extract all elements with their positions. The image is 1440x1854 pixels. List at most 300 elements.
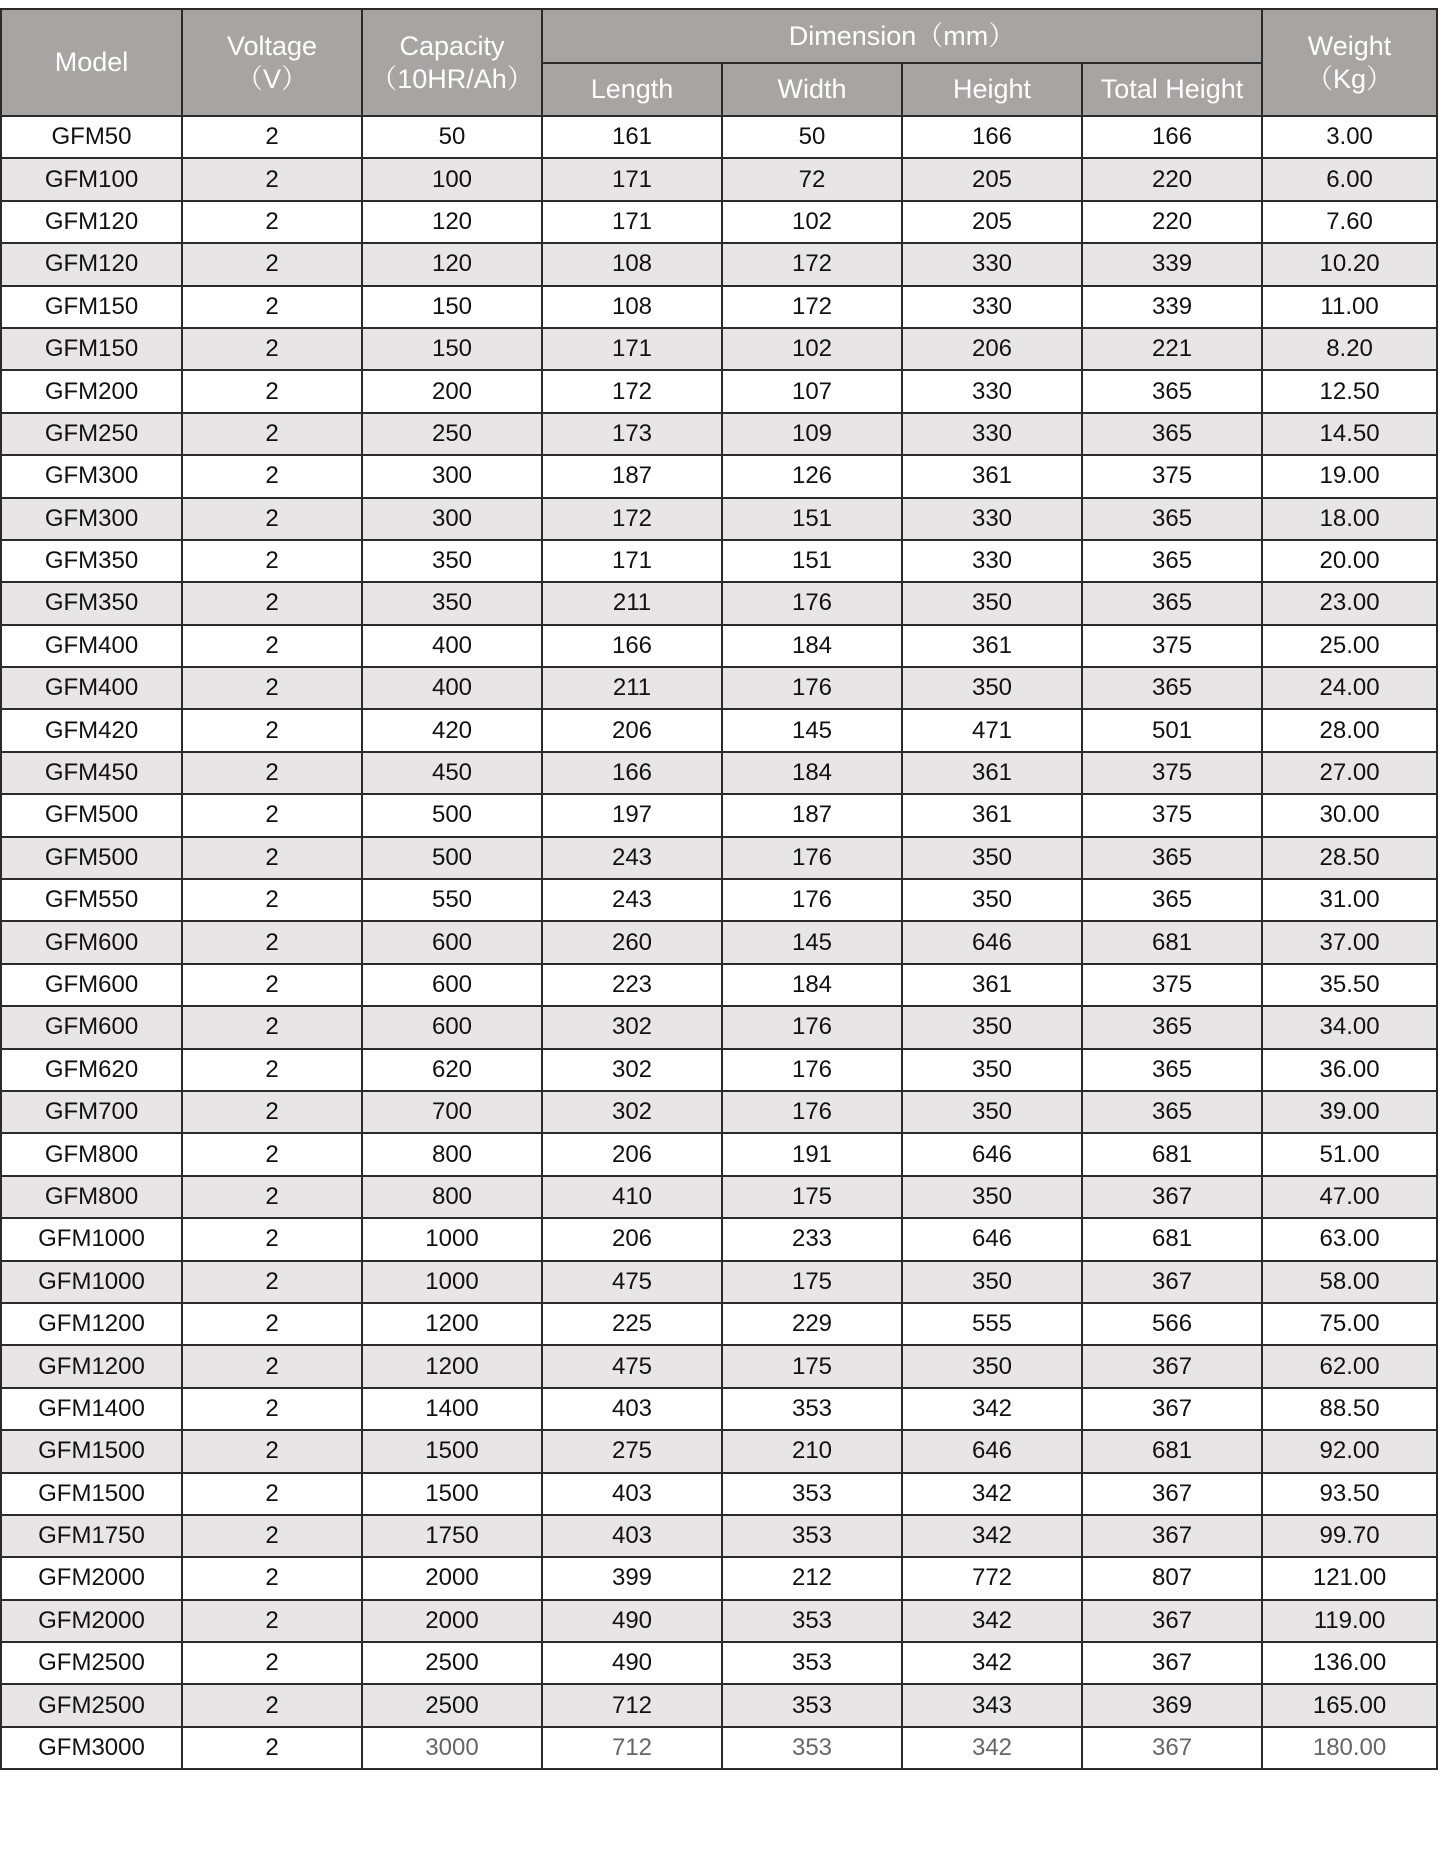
cell-model: GFM250 [1,413,182,455]
cell-weight: 39.00 [1262,1091,1437,1133]
cell-total-height: 375 [1082,455,1262,497]
cell-weight: 165.00 [1262,1684,1437,1726]
cell-model: GFM500 [1,837,182,879]
cell-voltage: 2 [182,709,362,751]
table-row [1,1303,1437,1345]
cell-model: GFM100 [1,158,182,200]
cell-capacity: 400 [362,625,542,667]
cell-voltage: 2 [182,921,362,963]
cell-height: 205 [902,201,1082,243]
cell-width: 353 [722,1473,902,1515]
cell-voltage: 2 [182,1473,362,1515]
cell-capacity: 100 [362,158,542,200]
header-weight-label: Weight [1307,30,1392,61]
cell-height: 361 [902,964,1082,1006]
cell-height: 330 [902,286,1082,328]
cell-height: 330 [902,498,1082,540]
cell-voltage: 2 [182,879,362,921]
cell-length: 712 [542,1684,722,1726]
header-voltage-unit: （V） [235,63,308,94]
cell-model: GFM120 [1,201,182,243]
cell-width: 109 [722,413,902,455]
cell-length: 475 [542,1261,722,1303]
header-weight-unit: （Kg） [1306,63,1394,94]
cell-width: 176 [722,837,902,879]
cell-model: GFM1000 [1,1218,182,1260]
table-row [1,455,1437,497]
cell-height: 330 [902,370,1082,412]
cell-voltage: 2 [182,1430,362,1472]
cell-model: GFM800 [1,1133,182,1175]
cell-total-height: 365 [1082,413,1262,455]
cell-total-height: 365 [1082,667,1262,709]
cell-weight: 62.00 [1262,1345,1437,1387]
cell-weight: 36.00 [1262,1049,1437,1091]
cell-total-height: 501 [1082,709,1262,751]
cell-width: 145 [722,921,902,963]
cell-voltage: 2 [182,1557,362,1599]
cell-height: 330 [902,413,1082,455]
cell-length: 302 [542,1049,722,1091]
cell-voltage: 2 [182,1727,362,1769]
cell-voltage: 2 [182,1642,362,1684]
cell-capacity: 600 [362,921,542,963]
cell-model: GFM1500 [1,1473,182,1515]
header-capacity-unit: （10HR/Ah） [370,63,534,94]
cell-width: 233 [722,1218,902,1260]
cell-capacity: 1200 [362,1303,542,1345]
cell-width: 175 [722,1176,902,1218]
cell-model: GFM1000 [1,1261,182,1303]
cell-length: 206 [542,709,722,751]
cell-length: 166 [542,752,722,794]
cell-capacity: 1750 [362,1515,542,1557]
cell-total-height: 807 [1082,1557,1262,1599]
cell-model: GFM150 [1,328,182,370]
cell-capacity: 800 [362,1133,542,1175]
cell-voltage: 2 [182,752,362,794]
cell-model: GFM2500 [1,1642,182,1684]
cell-width: 184 [722,964,902,1006]
cell-capacity: 150 [362,286,542,328]
cell-capacity: 420 [362,709,542,751]
cell-weight: 51.00 [1262,1133,1437,1175]
cell-total-height: 375 [1082,625,1262,667]
table-row [1,794,1437,836]
cell-height: 206 [902,328,1082,370]
cell-capacity: 300 [362,498,542,540]
cell-height: 205 [902,158,1082,200]
cell-total-height: 375 [1082,794,1262,836]
table-row [1,1600,1437,1642]
cell-voltage: 2 [182,1345,362,1387]
cell-length: 490 [542,1600,722,1642]
cell-length: 475 [542,1345,722,1387]
cell-weight: 99.70 [1262,1515,1437,1557]
cell-total-height: 375 [1082,964,1262,1006]
cell-height: 555 [902,1303,1082,1345]
cell-capacity: 150 [362,328,542,370]
cell-length: 403 [542,1473,722,1515]
table-row [1,158,1437,200]
cell-height: 350 [902,667,1082,709]
cell-length: 172 [542,370,722,412]
header-voltage-label: Voltage [226,30,318,61]
table-row [1,964,1437,1006]
cell-model: GFM1200 [1,1345,182,1387]
table-row [1,1727,1437,1769]
cell-length: 173 [542,413,722,455]
spec-table-container [0,8,1436,1770]
cell-height: 350 [902,1091,1082,1133]
cell-width: 176 [722,667,902,709]
cell-voltage: 2 [182,328,362,370]
cell-capacity: 1000 [362,1261,542,1303]
cell-voltage: 2 [182,1049,362,1091]
cell-weight: 136.00 [1262,1642,1437,1684]
table-row [1,1049,1437,1091]
cell-total-height: 365 [1082,370,1262,412]
cell-width: 176 [722,1006,902,1048]
cell-height: 350 [902,1049,1082,1091]
cell-height: 350 [902,1345,1082,1387]
cell-capacity: 1000 [362,1218,542,1260]
cell-capacity: 2000 [362,1557,542,1599]
cell-capacity: 620 [362,1049,542,1091]
cell-height: 330 [902,243,1082,285]
cell-length: 712 [542,1727,722,1769]
cell-total-height: 367 [1082,1473,1262,1515]
cell-model: GFM50 [1,116,182,158]
cell-capacity: 2000 [362,1600,542,1642]
cell-length: 403 [542,1515,722,1557]
cell-length: 197 [542,794,722,836]
cell-model: GFM350 [1,582,182,624]
cell-width: 353 [722,1684,902,1726]
cell-weight: 121.00 [1262,1557,1437,1599]
cell-length: 211 [542,582,722,624]
cell-weight: 92.00 [1262,1430,1437,1472]
cell-capacity: 50 [362,116,542,158]
cell-weight: 14.50 [1262,413,1437,455]
cell-voltage: 2 [182,582,362,624]
cell-total-height: 221 [1082,328,1262,370]
cell-length: 108 [542,243,722,285]
cell-model: GFM800 [1,1176,182,1218]
cell-length: 275 [542,1430,722,1472]
cell-voltage: 2 [182,116,362,158]
cell-capacity: 1200 [362,1345,542,1387]
cell-voltage: 2 [182,1176,362,1218]
cell-voltage: 2 [182,158,362,200]
cell-capacity: 3000 [362,1727,542,1769]
cell-weight: 6.00 [1262,158,1437,200]
cell-total-height: 365 [1082,837,1262,879]
cell-width: 212 [722,1557,902,1599]
battery-spec-table [0,8,1438,1770]
cell-length: 302 [542,1091,722,1133]
cell-width: 102 [722,201,902,243]
cell-model: GFM300 [1,498,182,540]
cell-model: GFM120 [1,243,182,285]
header-dimension: Dimension（mm） [542,9,1262,63]
cell-total-height: 566 [1082,1303,1262,1345]
cell-model: GFM600 [1,921,182,963]
table-row [1,1133,1437,1175]
cell-total-height: 375 [1082,752,1262,794]
cell-capacity: 1500 [362,1473,542,1515]
cell-capacity: 1400 [362,1388,542,1430]
table-header [1,9,1437,116]
cell-total-height: 367 [1082,1261,1262,1303]
table-row [1,413,1437,455]
cell-voltage: 2 [182,1091,362,1133]
cell-capacity: 800 [362,1176,542,1218]
table-body [1,116,1437,1769]
cell-capacity: 350 [362,540,542,582]
cell-length: 161 [542,116,722,158]
cell-total-height: 367 [1082,1176,1262,1218]
cell-total-height: 220 [1082,158,1262,200]
cell-weight: 11.00 [1262,286,1437,328]
cell-height: 350 [902,879,1082,921]
cell-model: GFM450 [1,752,182,794]
cell-capacity: 2500 [362,1684,542,1726]
cell-capacity: 2500 [362,1642,542,1684]
cell-length: 166 [542,625,722,667]
cell-voltage: 2 [182,794,362,836]
cell-length: 243 [542,879,722,921]
cell-height: 350 [902,1261,1082,1303]
cell-weight: 20.00 [1262,540,1437,582]
table-row [1,286,1437,328]
cell-weight: 93.50 [1262,1473,1437,1515]
cell-model: GFM1500 [1,1430,182,1472]
cell-voltage: 2 [182,667,362,709]
cell-length: 171 [542,158,722,200]
table-row [1,921,1437,963]
cell-voltage: 2 [182,413,362,455]
cell-height: 772 [902,1557,1082,1599]
cell-model: GFM400 [1,667,182,709]
cell-weight: 47.00 [1262,1176,1437,1218]
cell-voltage: 2 [182,964,362,1006]
cell-width: 175 [722,1261,902,1303]
cell-height: 342 [902,1727,1082,1769]
cell-length: 302 [542,1006,722,1048]
cell-total-height: 365 [1082,1006,1262,1048]
cell-weight: 28.50 [1262,837,1437,879]
table-row [1,498,1437,540]
cell-model: GFM600 [1,1006,182,1048]
cell-capacity: 500 [362,837,542,879]
cell-width: 145 [722,709,902,751]
cell-length: 243 [542,837,722,879]
cell-weight: 19.00 [1262,455,1437,497]
cell-capacity: 600 [362,964,542,1006]
cell-length: 171 [542,540,722,582]
cell-length: 172 [542,498,722,540]
cell-weight: 23.00 [1262,582,1437,624]
cell-width: 151 [722,498,902,540]
header-capacity-label: Capacity [399,30,505,61]
header-model: Model [1,9,182,116]
cell-total-height: 365 [1082,582,1262,624]
cell-height: 361 [902,455,1082,497]
cell-total-height: 339 [1082,243,1262,285]
cell-height: 646 [902,1218,1082,1260]
cell-model: GFM400 [1,625,182,667]
cell-capacity: 450 [362,752,542,794]
table-row [1,1006,1437,1048]
cell-width: 107 [722,370,902,412]
cell-weight: 30.00 [1262,794,1437,836]
header-height: Height [902,63,1082,116]
cell-weight: 75.00 [1262,1303,1437,1345]
cell-capacity: 300 [362,455,542,497]
cell-height: 342 [902,1388,1082,1430]
cell-width: 172 [722,286,902,328]
cell-height: 646 [902,921,1082,963]
cell-capacity: 120 [362,201,542,243]
cell-width: 126 [722,455,902,497]
table-row [1,582,1437,624]
cell-width: 176 [722,879,902,921]
cell-total-height: 367 [1082,1727,1262,1769]
cell-length: 403 [542,1388,722,1430]
cell-voltage: 2 [182,1006,362,1048]
cell-voltage: 2 [182,243,362,285]
cell-voltage: 2 [182,498,362,540]
cell-width: 353 [722,1388,902,1430]
cell-total-height: 681 [1082,1218,1262,1260]
cell-height: 350 [902,837,1082,879]
cell-width: 353 [722,1600,902,1642]
header-capacity [362,9,542,116]
cell-weight: 88.50 [1262,1388,1437,1430]
table-row [1,540,1437,582]
cell-length: 211 [542,667,722,709]
cell-width: 102 [722,328,902,370]
cell-width: 229 [722,1303,902,1345]
cell-total-height: 365 [1082,1049,1262,1091]
cell-voltage: 2 [182,540,362,582]
cell-capacity: 250 [362,413,542,455]
table-row [1,201,1437,243]
cell-height: 646 [902,1430,1082,1472]
table-row [1,1642,1437,1684]
cell-model: GFM2500 [1,1684,182,1726]
cell-total-height: 369 [1082,1684,1262,1726]
cell-total-height: 367 [1082,1642,1262,1684]
cell-width: 210 [722,1430,902,1472]
cell-voltage: 2 [182,1218,362,1260]
cell-weight: 58.00 [1262,1261,1437,1303]
cell-height: 361 [902,752,1082,794]
cell-total-height: 681 [1082,1430,1262,1472]
cell-length: 225 [542,1303,722,1345]
cell-capacity: 1500 [362,1430,542,1472]
cell-width: 172 [722,243,902,285]
cell-height: 342 [902,1515,1082,1557]
cell-voltage: 2 [182,625,362,667]
cell-model: GFM150 [1,286,182,328]
cell-capacity: 550 [362,879,542,921]
table-row [1,328,1437,370]
cell-model: GFM1400 [1,1388,182,1430]
cell-length: 399 [542,1557,722,1599]
cell-voltage: 2 [182,455,362,497]
table-row [1,1430,1437,1472]
cell-width: 151 [722,540,902,582]
cell-capacity: 200 [362,370,542,412]
cell-voltage: 2 [182,1600,362,1642]
cell-width: 72 [722,158,902,200]
cell-model: GFM300 [1,455,182,497]
cell-total-height: 365 [1082,1091,1262,1133]
table-row [1,243,1437,285]
cell-width: 353 [722,1727,902,1769]
cell-model: GFM3000 [1,1727,182,1769]
cell-model: GFM2000 [1,1557,182,1599]
cell-weight: 34.00 [1262,1006,1437,1048]
cell-model: GFM1750 [1,1515,182,1557]
header-total-height: Total Height [1082,63,1262,116]
cell-weight: 119.00 [1262,1600,1437,1642]
table-row [1,370,1437,412]
cell-weight: 3.00 [1262,116,1437,158]
cell-model: GFM620 [1,1049,182,1091]
cell-capacity: 400 [362,667,542,709]
cell-model: GFM600 [1,964,182,1006]
cell-model: GFM2000 [1,1600,182,1642]
cell-total-height: 220 [1082,201,1262,243]
table-row [1,116,1437,158]
table-row [1,1261,1437,1303]
header-voltage [182,9,362,116]
cell-weight: 25.00 [1262,625,1437,667]
cell-voltage: 2 [182,1388,362,1430]
cell-weight: 180.00 [1262,1727,1437,1769]
cell-total-height: 681 [1082,1133,1262,1175]
table-row [1,1473,1437,1515]
cell-height: 342 [902,1642,1082,1684]
cell-voltage: 2 [182,837,362,879]
cell-model: GFM200 [1,370,182,412]
cell-width: 184 [722,625,902,667]
table-row [1,1515,1437,1557]
cell-voltage: 2 [182,1684,362,1726]
table-row [1,667,1437,709]
cell-capacity: 700 [362,1091,542,1133]
cell-width: 176 [722,1091,902,1133]
cell-total-height: 367 [1082,1345,1262,1387]
table-row [1,1388,1437,1430]
cell-model: GFM420 [1,709,182,751]
cell-length: 260 [542,921,722,963]
table-row [1,752,1437,794]
cell-width: 353 [722,1642,902,1684]
table-row [1,709,1437,751]
cell-total-height: 681 [1082,921,1262,963]
table-row [1,1557,1437,1599]
cell-total-height: 339 [1082,286,1262,328]
cell-model: GFM700 [1,1091,182,1133]
cell-weight: 35.50 [1262,964,1437,1006]
cell-voltage: 2 [182,201,362,243]
cell-weight: 8.20 [1262,328,1437,370]
cell-voltage: 2 [182,1515,362,1557]
